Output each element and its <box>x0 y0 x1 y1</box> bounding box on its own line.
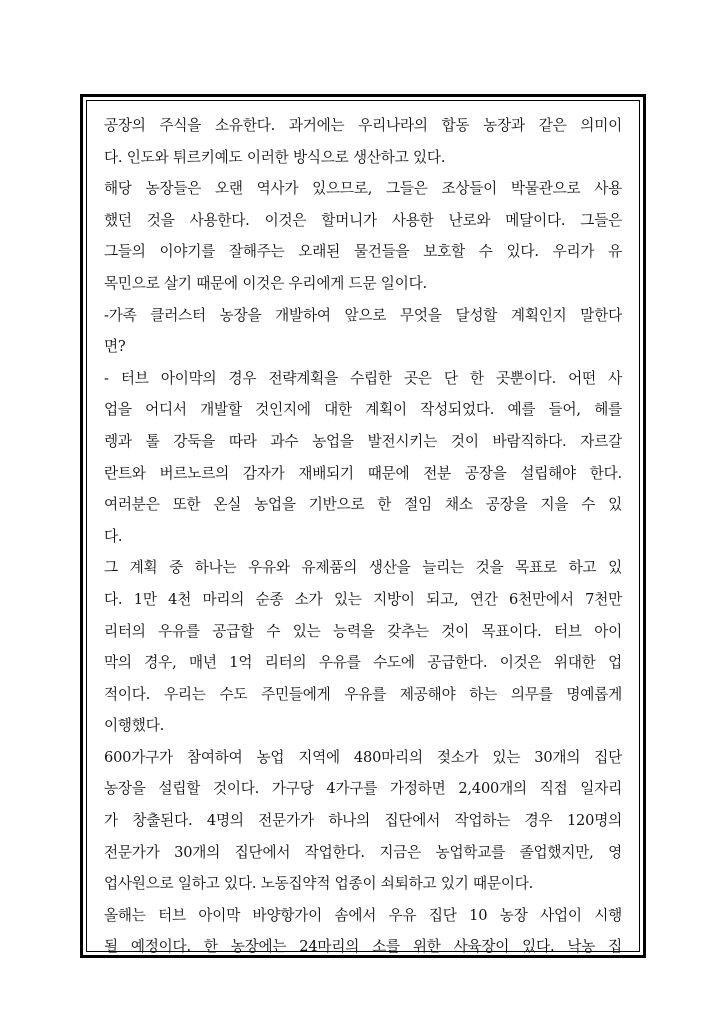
document-body <box>104 110 622 963</box>
text-line: 다. 1만 4천 마리의 순종 소가 있는 지방이 되고, 연간 6천만에서 7천만 <box>104 590 622 608</box>
text-line: 전문가가 30개의 집단에서 작업한다. 지금은 농업학교를 졸업했지만, 영 <box>104 843 622 861</box>
text-line: 적이다. 우리는 수도 주민들에게 우유를 제공해야 하는 의무를 명예롭게 <box>104 685 622 703</box>
text-line: 업사원으로 일하고 있다. 노동집약적 업종이 쇠퇴하고 있기 때문이다. <box>104 875 534 893</box>
text-line: 다. 인도와 튀르키예도 이러한 방식으로 생산하고 있다. <box>104 148 446 166</box>
text-line: 막의 경우, 매년 1억 리터의 우유를 수도에 공급한다. 이것은 위대한 업 <box>104 654 622 672</box>
text-line: - 터브 아이막의 경우 전략계획을 수립한 곳은 단 한 곳뿐이다. 어떤 사 <box>104 369 622 387</box>
text-line: 면? <box>104 338 126 356</box>
text-line: -가족 클러스터 농장을 개발하여 앞으로 무엇을 달성할 계획인지 말한다 <box>104 306 622 324</box>
text-line: 해당 농장들은 오랜 역사가 있으므로, 그들은 조상들이 박물관으로 사용 <box>104 180 622 198</box>
text-line: 농장을 설립할 것이다. 가구당 4가구를 가정하면 2,400개의 직접 일자리 <box>104 780 622 798</box>
text-line: 리터의 우유를 공급할 수 있는 능력을 갖추는 것이 목표이다. 터브 아이 <box>104 622 622 640</box>
text-line: 공장의 주식을 소유한다. 과거에는 우리나라의 합동 농장과 같은 의미이 <box>104 117 622 134</box>
text-line: 올해는 터브 아이막 바양항가이 솜에서 우유 집단 10 농장 사업이 시행 <box>104 906 622 924</box>
text-line: 목민으로 살기 때문에 이것은 우리에게 드문 일이다. <box>104 274 427 292</box>
text-line: 다. <box>104 527 123 545</box>
text-line: 그 계획 중 하나는 우유와 유제품의 생산을 늘리는 것을 목표로 하고 있 <box>104 559 622 577</box>
text-line: 이행했다. <box>104 717 165 735</box>
text-line: 렝과 톨 강둑을 따라 과수 농업을 발전시키는 것이 바람직하다. 자르갈 <box>104 432 622 450</box>
text-line: 했던 것을 사용한다. 이것은 할머니가 사용한 난로와 메달이다. 그들은 <box>104 211 622 229</box>
text-line: 업을 어디서 개발할 것인지에 대한 계획이 작성되었다. 예를 들어, 헤를 <box>104 401 622 419</box>
text-line: 600가구가 참여하여 농업 지역에 480마리의 젖소가 있는 30개의 집단 <box>104 748 622 766</box>
text-line: 란트와 버르노르의 감자가 재배되기 때문에 전분 공장을 설립해야 한다. <box>104 464 622 482</box>
text-line: 될 예정이다. 한 농장에는 24마리의 소를 위한 사육장이 있다. 낙농 집 <box>104 938 622 956</box>
text-line: 그들의 이야기를 잘해주는 오래된 물건들을 보호할 수 있다. 우리가 유 <box>104 243 622 261</box>
text-line: 여러분은 또한 온실 농업을 기반으로 한 절임 채소 공장을 지을 수 있 <box>104 496 622 514</box>
text-line: 가 창출된다. 4명의 전문가가 하나의 집단에서 작업하는 경우 120명의 <box>104 812 622 830</box>
